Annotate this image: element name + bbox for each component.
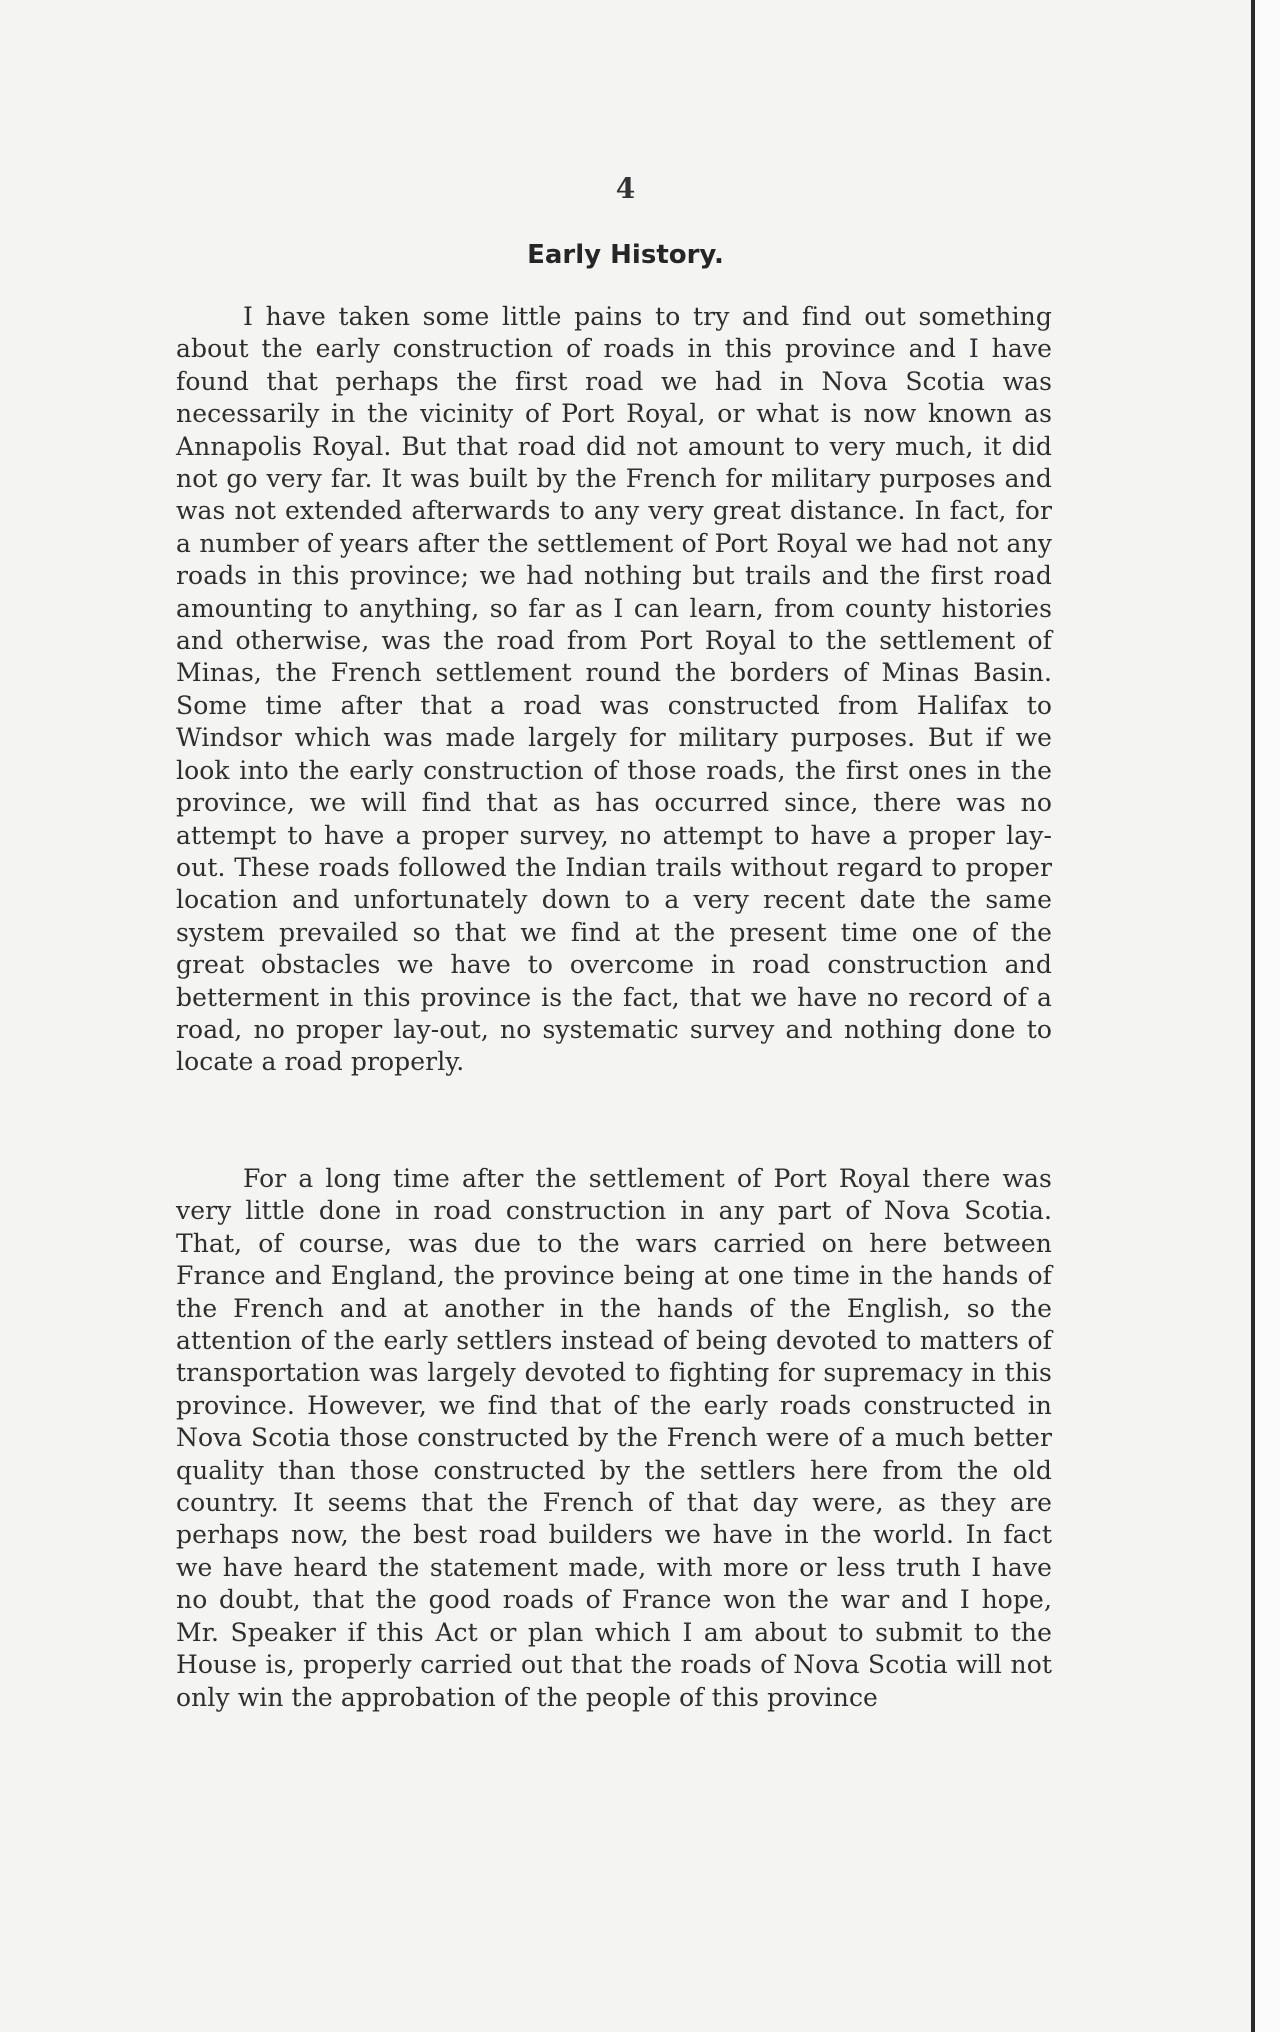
adjacent-page-margin	[1255, 0, 1280, 2032]
section-heading: Early History.	[527, 240, 724, 270]
body-paragraph-2: For a long time after the settlement of Port Royal there was very little done in road construction in any part of Nova Scotia. That, of course, was due to the wars carried on here between France and England, the province being at one time in the hands of the French and at another in the hands of the English, so the attention of the early settlers instead of being devoted to matters of transportation was largely devoted to fighting for supremacy in this province. However, we find that of the early roads constructed in Nova Scotia those constructed by the French were of a much better quality than those constructed by the settlers here from the old country. It seems that the French of that day were, as they are perhaps now, the best road builders we have in the world. In fact we have heard the statement made, with more or less truth I have no doubt, that the good roads of France won the war and I hope, Mr. Speaker if this Act or plan which I am about to submit to the House is, properly carried out that the roads of Nova Scotia will not only win the approbation of the people of this province	[176, 1164, 1052, 1712]
body-paragraph-1: I have taken some little pains to try and find out something about the early construction of roads in this province and I have found that perhaps the first road we had in Nova Scotia was necessarily in the vicinity of Port Royal, or what is now known as Annapolis Royal. But that road did not amount to very much, it did not go very far. It was built by the French for military purposes and was not extended afterwards to any very great distance. In fact, for a number of years after the settlement of Port Royal we had not any roads in this province; we had nothing but trails and the first road amounting to anything, so far as I can learn, from county histories and otherwise, was the road from Port Royal to the settlement of Minas, the French settlement round the borders of Minas Basin. Some time after that a road was constructed from Halifax to Windsor which was made largely for military purposes. But if we look into the early construction of those roads, the first ones in the province, we will find that as has occurred since, there was no attempt to have a proper survey, no attempt to have a proper lay-out. These roads followed the Indian trails without regard to proper location and unfortunately down to a very recent date the same system prevailed so that we find at the present time one of the great obstacles we have to overcome in road construction and betterment in this province is the fact, that we have no record of a road, no proper lay-out, no systematic survey and nothing done to locate a road properly.	[176, 302, 1052, 1077]
page-number: 4	[615, 172, 636, 205]
